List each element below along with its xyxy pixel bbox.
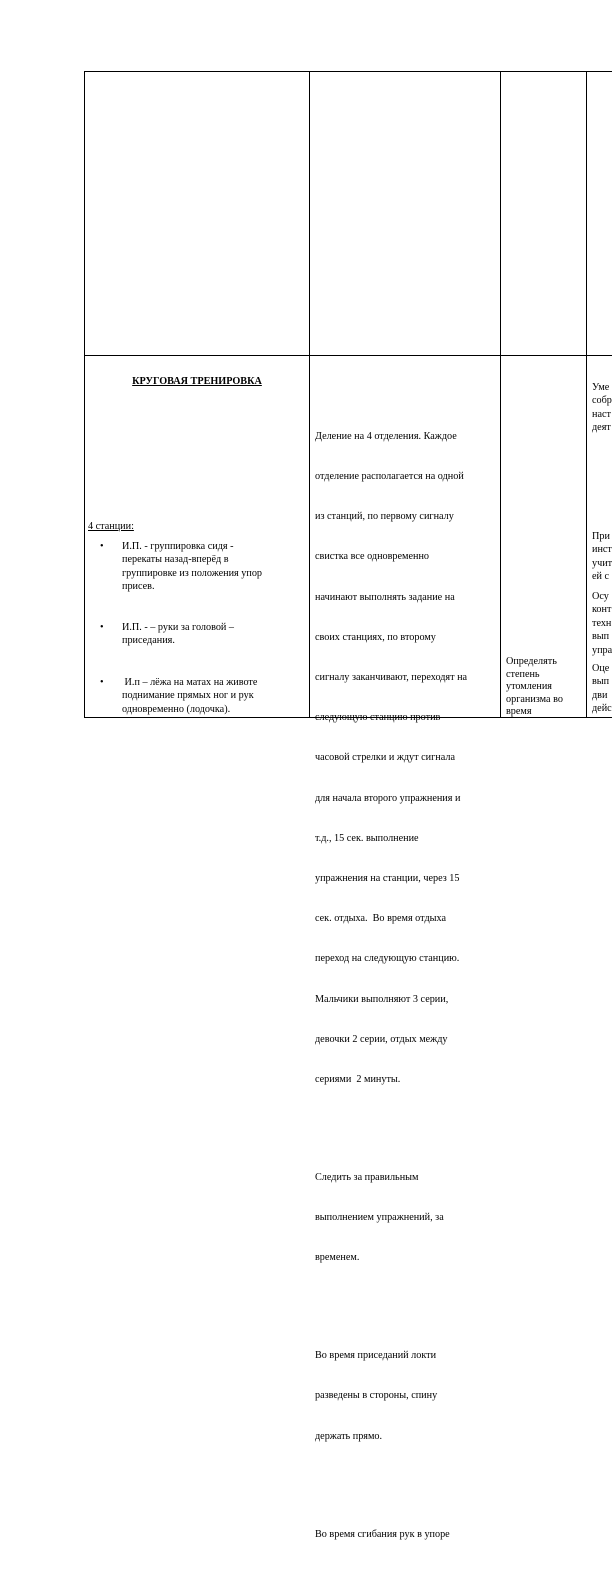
skills-block (592, 530, 612, 584)
method-paragraph (315, 1322, 498, 1469)
method-line: временем. (315, 1252, 360, 1264)
assessment-line: степень (506, 668, 540, 680)
method-line: Во время приседаний локти (315, 1350, 437, 1362)
skills-line: дви (592, 689, 608, 701)
skills-line: ей с (592, 571, 610, 583)
method-paragraph (315, 1501, 498, 1568)
exercise-item (88, 621, 306, 648)
bullet-icon: • (100, 622, 104, 633)
assessment-line: Определять (506, 656, 557, 667)
method-line: т.д., 15 сек. выполнение (315, 832, 419, 844)
method-line: отделение располагается на одной (315, 470, 464, 482)
table-column-divider-1 (309, 71, 310, 718)
method-line: выполнением упражнений, за (315, 1212, 444, 1224)
assessment-line: утомления (506, 681, 552, 693)
exercise-list (88, 676, 306, 716)
exercise-line: И.П. - группировка сидя - (122, 541, 234, 552)
method-line: держать прямо. (315, 1430, 383, 1442)
assessment-line: время (506, 706, 532, 718)
exercise-list (88, 621, 306, 648)
exercise-item (88, 540, 306, 594)
method-line: Во время сгибания рук в упоре (315, 1528, 450, 1540)
skills-line: вып (592, 631, 610, 643)
exercise-list (88, 540, 306, 594)
method-line: сериями 2 минуты. (315, 1074, 401, 1086)
skills-line: собр (592, 395, 612, 407)
method-line: из станций, по первому сигналу (315, 511, 454, 523)
exercise-line: И.П. - – руки за головой – (122, 622, 235, 633)
method-line: сек. отдыха. Во время отдыха (315, 913, 446, 925)
skills-line: При (592, 531, 610, 542)
exercise-line: присев. (122, 581, 155, 593)
skills-block (592, 662, 612, 716)
exercise-line: поднимание прямых ног и рук (122, 690, 254, 702)
method-line: упражнения на станции, через 15 (315, 873, 460, 885)
skills-block (592, 590, 612, 657)
exercise-line: приседания. (122, 635, 175, 647)
method-line: своих станциях, по второму (315, 631, 436, 643)
method-line: для начала второго упражнения и (315, 792, 461, 804)
table-row-divider (84, 355, 612, 356)
method-paragraph (315, 403, 498, 1114)
table-border-left (84, 71, 85, 718)
skills-line: техн (592, 617, 612, 629)
skills-line: дейс (592, 703, 612, 715)
method-line: переход на следующую станцию. (315, 953, 460, 965)
method-line: девочки 2 серии, отдых между (315, 1033, 448, 1045)
exercise-line: И.п – лёжа на матах на животе (122, 677, 258, 688)
method-paragraph (315, 1144, 498, 1291)
exercise-line: перекаты назад-вперёд в (122, 554, 229, 566)
method-line: Деление на 4 отделения. Каждое (315, 430, 457, 442)
stations-label: 4 станции: (88, 521, 134, 532)
method-line: Мальчики выполняют 3 серии, (315, 993, 449, 1005)
method-line: сигналу заканчивают, переходят на (315, 671, 468, 683)
bullet-icon: • (100, 677, 104, 688)
table-border-top (84, 71, 612, 72)
section-title: КРУГОВАЯ ТРЕНИРОВКА (132, 376, 262, 387)
skills-line: учит (592, 557, 612, 569)
exercise-line: группировке из положения упор (122, 567, 263, 579)
skills-line: упра (592, 644, 612, 656)
skills-line: Уме (592, 382, 610, 393)
method-line: Следить за правильным (315, 1171, 419, 1183)
method-line: следующую станцию против (315, 712, 441, 724)
exercise-item (88, 676, 306, 716)
method-line: разведены в стороны, спину (315, 1390, 438, 1402)
skills-line: конт (592, 604, 612, 616)
method-line: часовой стрелки и ждут сигнала (315, 752, 455, 764)
skills-line: деят (592, 422, 611, 434)
bullet-icon: • (100, 541, 104, 552)
table-column-divider-3 (586, 71, 587, 718)
method-line: свистка все одновременно (315, 551, 430, 563)
skills-line: Осу (592, 591, 609, 602)
skills-line: вып (592, 676, 610, 688)
skills-line: наст (592, 408, 611, 420)
table-column-divider-2 (500, 71, 501, 718)
exercise-line: одновременно (лодочка). (122, 703, 231, 715)
assessment-notes (506, 656, 584, 719)
assessment-line: организма во (506, 693, 563, 705)
skills-block (592, 381, 612, 435)
skills-line: Оце (592, 663, 610, 674)
method-line: начинают выполнять задание на (315, 591, 455, 603)
skills-line: инст (592, 544, 612, 556)
method-notes (315, 376, 498, 1581)
